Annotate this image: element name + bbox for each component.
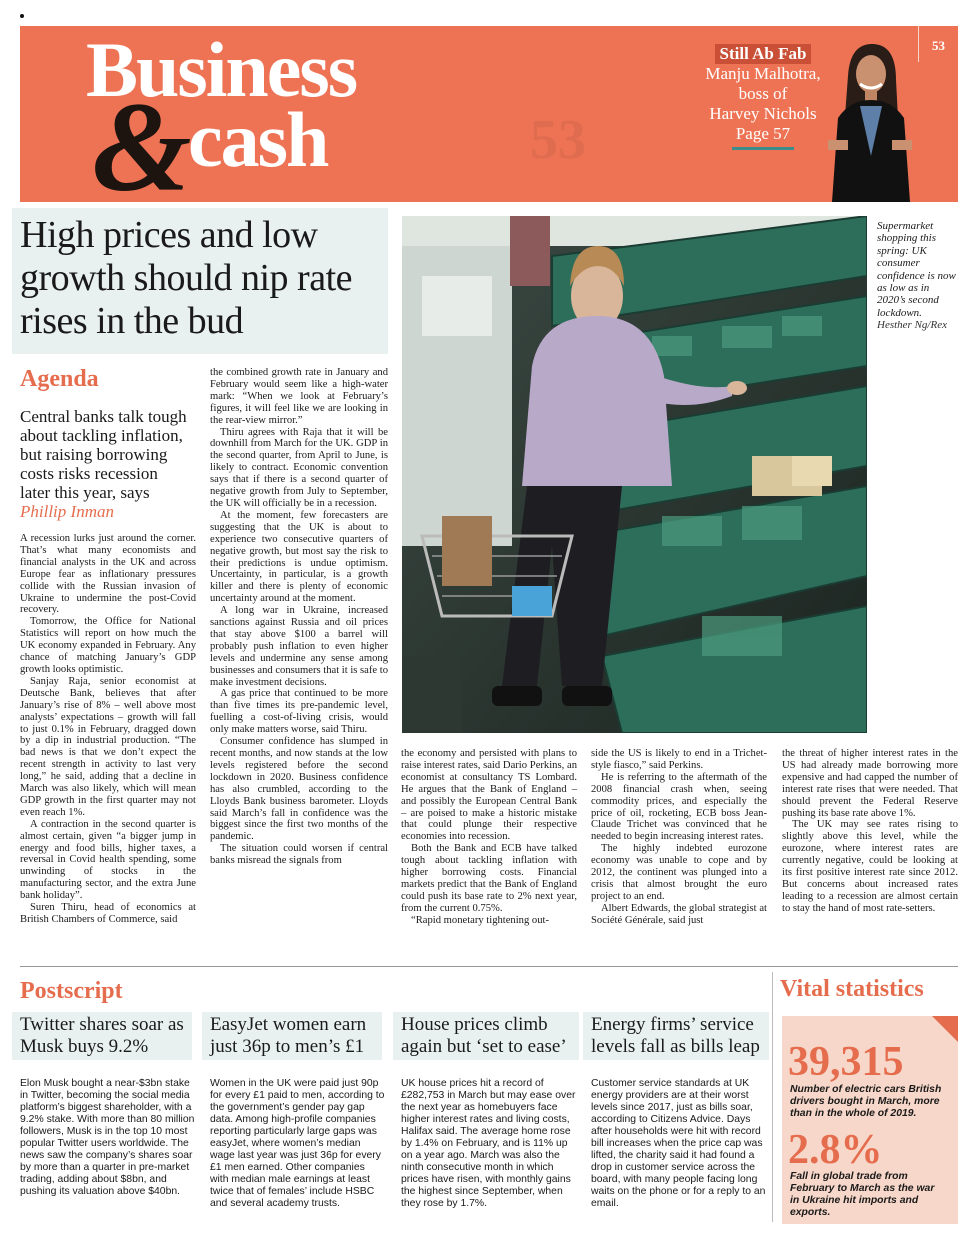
paragraph: A gas price that continued to be more than five times its pre-pandemic level, fuelling a cost-of-living crisis, would only make matters worse, said Thiru. (210, 688, 388, 736)
supermarket-photo (402, 216, 867, 733)
masthead-ampersand: & (92, 76, 192, 202)
lead-headline: High prices and low growth should nip rate rises in the bud (20, 214, 353, 342)
masthead (20, 26, 958, 202)
section-agenda: Agenda (20, 366, 99, 392)
paragraph: Albert Edwards, the global strategist at Société Générale, said just (591, 902, 767, 926)
teaser-kicker: Still Ab Fab (715, 44, 812, 64)
postscript-body-twitter: Elon Musk bought a near-$3bn stake in Twitter, becoming the social media platform’s biggest shareholder, with a 9.2% stake. With more than 80 million followers, Musk is in the top 10 most popular Twitter users worldwide. The news saw the company’s shares soar by more than a quarter in pre-market trading, adding about $8bn, and pushing its valuation above $40bn. (20, 1078, 195, 1197)
portrait-photo (820, 36, 920, 202)
stat-description-global-trade: Fall in global trade from February to March as the war in Ukraine hit imports and exports. (790, 1171, 935, 1218)
standfirst (20, 407, 192, 521)
paragraph: He is referring to the aftermath of the 2008 financial crash when, seeing commodity prices, and especially the price of oil, rocketing, ECB boss Jean-Claude Trichet was convinced that he needed to begin increasing interest rates. (591, 771, 767, 843)
stat-number-global-trade: 2.8% (788, 1127, 883, 1173)
postscript-headline-easyjet: EasyJet women earn just 36p to men’s £1 (210, 1014, 367, 1057)
paragraph: Thiru agrees with Raja that it will be downhill from March for the UK. GDP in the second quarter, from April to June, is likely to contract. Economic convention says that if there is a second quarter of negative growth from July to September, the UK will officially be in a recession. (210, 426, 388, 509)
postscript-headline-energy: Energy firms’ service levels fall as bills leap (591, 1014, 760, 1057)
paragraph: At the moment, few forecasters are suggesting that the UK is about to experience two consecutive quarters of negative growth, but most say the risk to their predictions is undue optimism. Uncertainty, in particular, is a growth killer and there is plenty of economic uncertainty around at the moment. (210, 509, 388, 605)
page-fold-corner (932, 1016, 958, 1042)
paragraph: A recession lurks just around the corner. That’s what many economists and financial analysts in the UK and across Europe fear as inflationary pressures collide with the Russian invasion of Ukraine to undermine the post-Covid recovery. (20, 533, 196, 616)
postscript-headline-twitter: Twitter shares soar as Musk buys 9.2% (20, 1014, 184, 1057)
page-number: 53 (918, 26, 958, 62)
masthead-title-cash: cash (188, 96, 328, 183)
paragraph: the economy and persisted with plans to raise interest rates, said Dario Perkins, an economist at consultancy TS Lombard. He argues that the Bank of England – and possibly the European Central Bank – are poised to make a historic mistake that could plunge their respective economies into recession. (401, 748, 577, 843)
section-vital-statistics: Vital statistics (780, 976, 924, 1002)
stat-number-electric-cars: 39,315 (788, 1039, 904, 1085)
column-divider (772, 972, 773, 1222)
article-col-4 (591, 748, 767, 927)
teaser-line-2: boss of (738, 84, 788, 103)
stat-description-electric-cars: Number of electric cars British drivers bought in March, more than in the whole of 2019. (790, 1084, 942, 1119)
paragraph: Tomorrow, the Office for National Statistics will report on how much the UK economy expanded in February. Any chance of matching January’s GDP growth looks optimistic. (20, 616, 196, 675)
standfirst-text: Central banks talk tough about tackling inflation, but raising borrowing costs risks recession later this year, says (20, 407, 187, 502)
paragraph: Suren Thiru, head of economics at British Chambers of Commerce, said (20, 902, 196, 925)
photo-credit: Hesther Ng/Rex (877, 319, 947, 332)
paragraph: The UK may see rates rising to slightly above this level, while the eurozone, where interest rates are currently negative, could be looking at its first positive interest rate since 2012. But concerns about increased rates leading to a recession are almost certain to stay the hand of most rate-setters. (782, 819, 958, 914)
article-col-5 (782, 748, 958, 915)
postscript-body-energy: Customer service standards at UK energy providers are at their worst levels since 2017, just as bills soar, according to Citizens Advice. Days after households were hit with record bill increases when the price cap was lifted, the charity said it had found a drop in customer service across the board, with many people facing long waits on the phone or for a reply to an email. (591, 1078, 766, 1209)
teaser-line-3: Harvey Nichols (709, 104, 817, 123)
page-dot (20, 14, 24, 18)
postscript-headline-house-prices: House prices climb again but ‘set to ease’ (401, 1014, 567, 1057)
paragraph: The situation could worsen if central banks misread the signals from (210, 843, 388, 867)
paragraph: Both the Bank and ECB have talked tough about tackling inflation with higher borrowing costs. Financial markets predict that the Bank of England could push its base rate to 2% next year, from the current 0.75%. (401, 843, 577, 914)
paragraph: A contraction in the second quarter is almost certain, given “a bigger jump in energy and food bills, higher taxes, a reversal in Covid health spending, some unwinding of stocks in the manufacturing sector, and the extra June bank holiday”. (20, 818, 196, 902)
section-postscript: Postscript (20, 978, 123, 1004)
article-col-1 (20, 533, 196, 926)
photo-caption-text: Supermarket shopping this spring: UK consumer confidence is now as low as in 2020’s second lockdown. (877, 220, 956, 319)
teaser-rule (732, 147, 794, 150)
teaser-page: Page 57 (735, 124, 791, 143)
postscript-body-easyjet: Women in the UK were paid just 90p for every £1 paid to men, according to the government’s gender pay gap data. Among high-profile companies reporting particularly large gaps was easyJet, where women’s median wage last year was just 36p for every £1 men earned. Other companies with median male earnings at least twice that of females’ include HSBC and several academy trusts. (210, 1078, 385, 1209)
paragraph: “Rapid monetary tightening out- (411, 914, 549, 926)
vital-statistics-panel (782, 1016, 958, 1224)
paragraph: the combined growth rate in January and February would seem like a high-water mark: “When we look at February’s figures, it will feel like we are looking in the rear-view mirror.” (210, 367, 388, 426)
paragraph: Sanjay Raja, senior economist at Deutsche Bank, believes that after January’s rise of 8% – well above most analysts’ expectations – growth will fall to just 0.1% in February, dragged down by a dip in industrial production. “The bad news is that we don’t expect the recent strength in activity to last very long,” he said, adding that a decline in March was also likely, which will mean GDP growth in the first quarter may not even reach 1%. (20, 675, 196, 818)
section-divider (20, 966, 958, 967)
article-col-3 (401, 748, 577, 927)
photo-caption (877, 220, 957, 332)
postscript-body-house-prices: UK house prices hit a record of £282,753 in March but may ease over the next year as homebuyers face higher interest rates and living costs, Halifax said. The average home rose by 1.4% on February, and is 11% up on a year ago. March was also the ninth consecutive month in which prices have risen, with monthly gains the highest since September, when they rose by 1.7%. (401, 1078, 576, 1209)
paragraph: A long war in Ukraine, increased sanctions against Russia and oil prices that stay above $100 a barrel will probably push inflation to even higher levels and undermine any sense among businesses and consumers that it is safe to make investment decisions. (210, 605, 389, 688)
byline[interactable]: Phillip Inman (20, 502, 114, 521)
masthead-title-business: Business (86, 26, 357, 113)
paragraph: Consumer confidence has slumped in recent months, and now stands at the low levels registered before the second lockdown in 2020. Business confidence has also crumbled, according to the Lloyds Bank business barometer. Lloyds said March’s fall in confidence was the biggest since the first two months of the pandemic. (210, 736, 388, 843)
masthead-watermark: 53 (530, 109, 586, 171)
teaser-line-1: Manju Malhotra, (705, 64, 821, 83)
paragraph: The highly indebted eurozone economy was unable to cope and by 2012, the continent was plunged into a crisis that almost brought the euro project to an end. (591, 843, 767, 902)
article-col-2 (210, 367, 388, 867)
paragraph: side the US is likely to end in a Trichet-style fiasco,” said Perkins. (591, 748, 767, 771)
paragraph: the threat of higher interest rates in the US had already made borrowing more expensive and had capped the number of interest rate rises that were needed. That should prevent the Federal Reserve pushing its base rate above 1%. (782, 748, 958, 819)
teaser[interactable] (696, 44, 830, 150)
